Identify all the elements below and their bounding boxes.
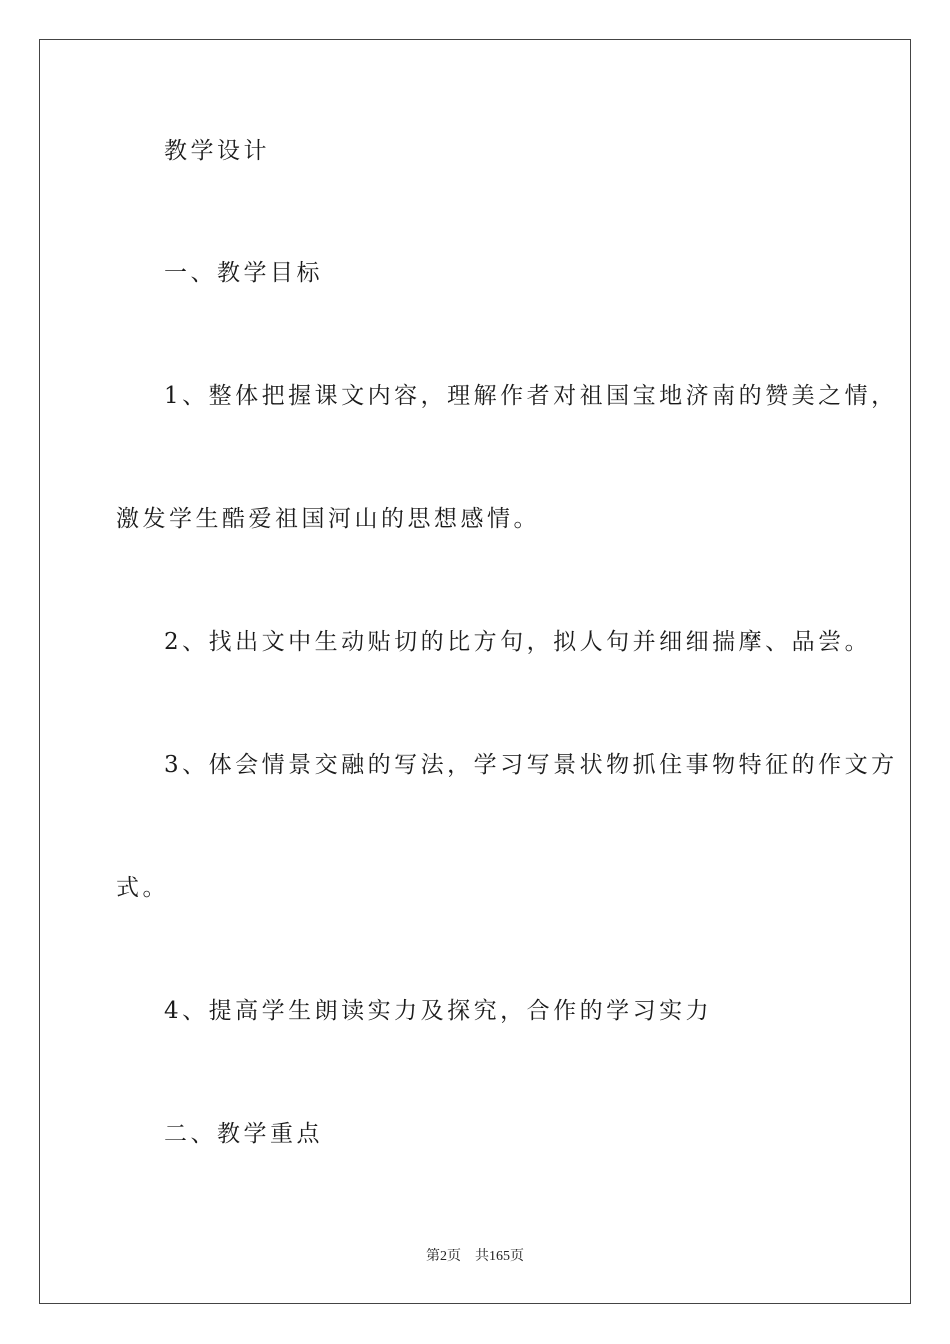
objective-2: 2、找出文中生动贴切的比方句，拟人句并细细揣摩、品尝。 [164,629,872,655]
objective-4: 4、提高学生朗读实力及探究，合作的学习实力 [164,998,713,1024]
page-number: 第2页 [426,1249,461,1264]
objective-3-line-2: 式。 [116,875,169,901]
objective-1-line-2: 激发学生酷爱祖国河山的思想感情。 [116,506,540,532]
total-pages: 共165页 [475,1249,524,1264]
page-footer [0,1245,950,1265]
objective-3-line-1: 3、体会情景交融的写法，学习写景状物抓住事物特征的作文方 [164,752,898,778]
section-heading-key-points: 二、教学重点 [164,1121,323,1147]
page-frame [39,39,911,1304]
section-heading-objectives: 一、教学目标 [164,260,323,286]
section-heading-teaching-design: 教学设计 [164,138,270,164]
objective-1-line-1: 1、整体把握课文内容，理解作者对祖国宝地济南的赞美之情， [164,383,898,409]
